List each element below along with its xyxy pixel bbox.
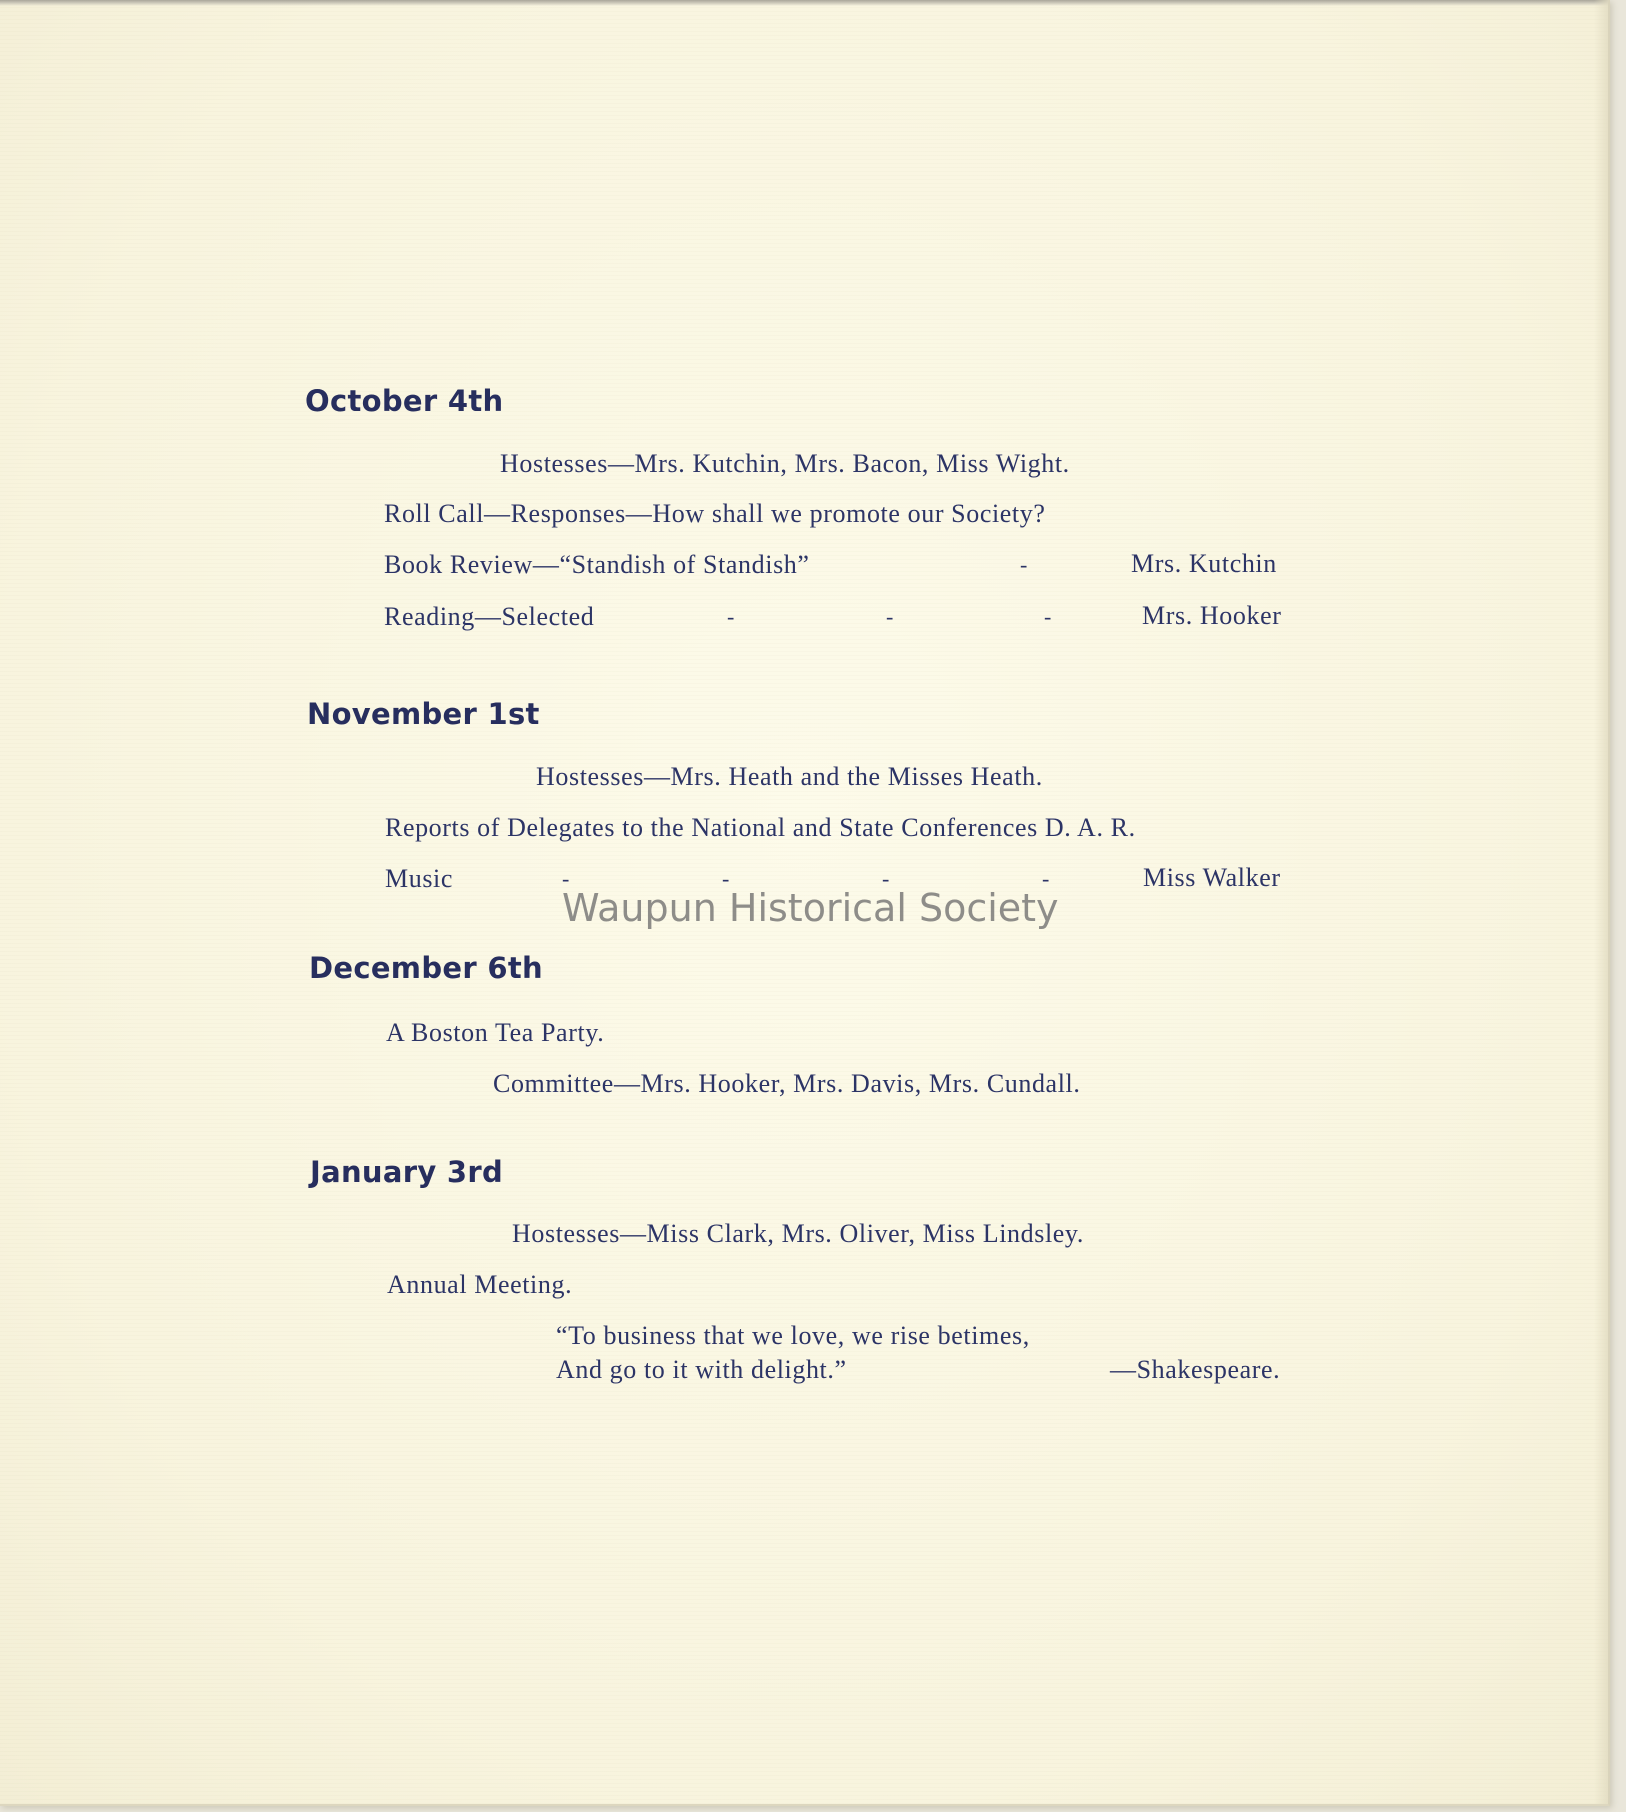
december-committee: Committee—Mrs. Hooker, Mrs. Davis, Mrs. Cundall. [493,1069,1081,1098]
november-reports: Reports of Delegates to the National and State Conferences D. A. R. [385,813,1136,842]
january-hostesses: Hostesses—Miss Clark, Mrs. Oliver, Miss Lindsley. [512,1219,1084,1248]
section-date-december: December 6th [309,951,543,985]
leader-dash: - [882,866,890,891]
january-annual-meeting: Annual Meeting. [387,1270,573,1299]
october-hostesses: Hostesses—Mrs. Kutchin, Mrs. Bacon, Miss Wight. [500,449,1070,478]
leader-dash: - [1044,604,1052,629]
section-date-january: January 3rd [310,1155,504,1189]
section-date-november: November 1st [307,697,540,731]
november-music: Music [385,864,453,893]
leader-dash: - [1042,866,1050,891]
november-hostesses: Hostesses—Mrs. Heath and the Misses Heath. [536,762,1043,791]
october-reading-by: Mrs. Hooker [1142,601,1282,630]
november-music-by: Miss Walker [1143,863,1281,892]
page-top-edge [0,0,1608,6]
october-reading: Reading—Selected [384,602,595,631]
quote-author: —Shakespeare. [1110,1355,1281,1384]
leader-dash: - [727,604,735,629]
page-right-fold [1594,0,1608,1804]
section-date-october: October 4th [305,384,504,418]
october-book-review-by: Mrs. Kutchin [1131,549,1277,578]
december-event: A Boston Tea Party. [386,1018,605,1047]
october-book-review: Book Review—“Standish of Standish” [384,550,810,579]
october-roll-call: Roll Call—Responses—How shall we promote our Society? [384,499,1046,528]
leader-dash: - [1020,552,1028,577]
leader-dash: - [886,604,894,629]
watermark: Waupun Historical Society [562,886,1059,930]
quote-line-2: And go to it with delight.” [556,1355,847,1384]
quote-line-1: “To business that we love, we rise betimes, [556,1321,1030,1350]
leader-dash: - [722,866,730,891]
leader-dash: - [562,866,570,891]
